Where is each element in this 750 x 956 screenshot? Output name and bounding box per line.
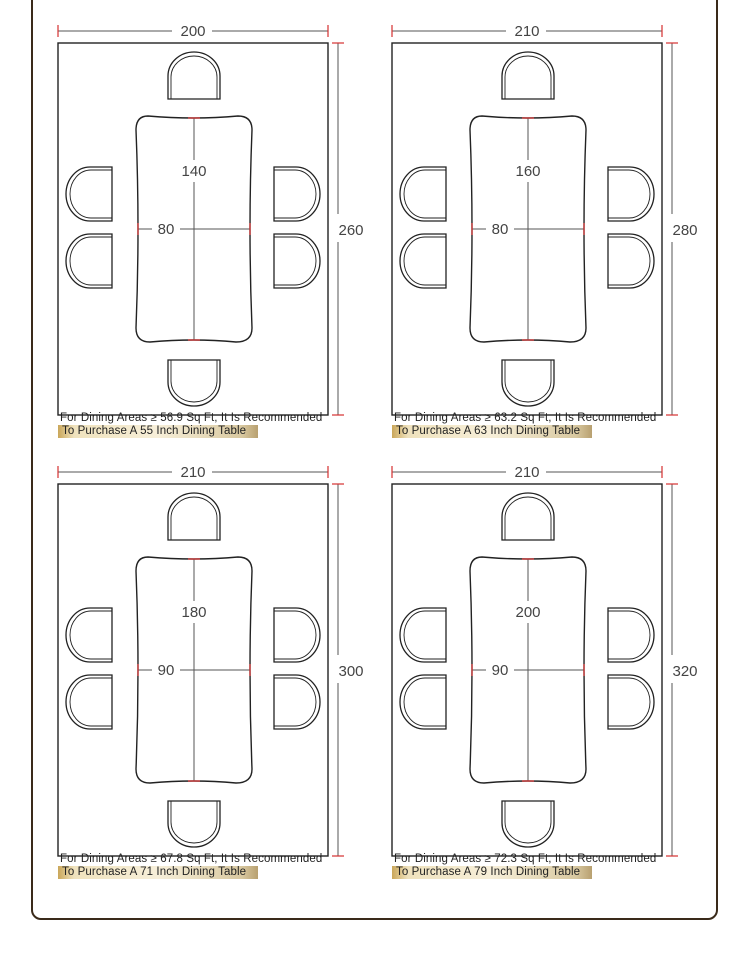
chair-right-2	[274, 675, 320, 729]
caption-area-line: For Dining Areas ≥ 56.9 Sq Ft, It Is Recommended	[60, 412, 323, 424]
chair-top	[168, 52, 220, 99]
caption-table-size-line: To Purchase A 79 Inch Dining Table	[392, 866, 592, 879]
recommendation-caption	[394, 412, 670, 438]
chair-top	[502, 493, 554, 540]
table-length-label: 200	[515, 604, 541, 621]
floor-plan-drawing	[390, 461, 710, 861]
chair-right-1	[608, 608, 654, 662]
table-length-label: 180	[181, 604, 207, 621]
chair-left-2	[400, 234, 446, 288]
chair-right-2	[608, 234, 654, 288]
table-width-label: 80	[157, 221, 175, 238]
room-length-label: 280	[672, 222, 698, 239]
room-width-label: 200	[180, 23, 206, 40]
floor-plan-drawing	[56, 20, 376, 420]
chair-right-1	[274, 167, 320, 221]
layout-panel-1	[56, 20, 376, 450]
layout-panel-2	[390, 20, 710, 450]
caption-table-size-line: To Purchase A 71 Inch Dining Table	[58, 866, 258, 879]
chair-bottom	[168, 801, 220, 847]
caption-table-size-line: To Purchase A 63 Inch Dining Table	[392, 425, 592, 438]
room-width-label: 210	[180, 464, 206, 481]
chair-bottom	[168, 360, 220, 406]
chair-left-2	[400, 675, 446, 729]
chair-right-1	[608, 167, 654, 221]
recommendation-caption	[60, 412, 336, 438]
table-width-label: 80	[491, 221, 509, 238]
table-width-label: 90	[491, 662, 509, 679]
table-length-label: 160	[515, 163, 541, 180]
chair-left-1	[400, 608, 446, 662]
room-width-label: 210	[514, 23, 540, 40]
caption-area-line: For Dining Areas ≥ 63.2 Sq Ft, It Is Recommended	[394, 412, 657, 424]
chair-bottom	[502, 360, 554, 406]
chair-right-1	[274, 608, 320, 662]
chair-right-2	[608, 675, 654, 729]
caption-area-line: For Dining Areas ≥ 72.3 Sq Ft, It Is Recommended	[394, 853, 657, 865]
recommendation-caption	[394, 853, 670, 879]
room-width-label: 210	[514, 464, 540, 481]
table-length-label: 140	[181, 163, 207, 180]
floor-plan-drawing	[390, 20, 710, 420]
layout-panel-4	[390, 461, 710, 891]
layout-panel-3	[56, 461, 376, 891]
chair-right-2	[274, 234, 320, 288]
chair-bottom	[502, 801, 554, 847]
room-length-label: 260	[338, 222, 364, 239]
recommendation-caption	[60, 853, 336, 879]
chair-left-2	[66, 675, 112, 729]
table-width-label: 90	[157, 662, 175, 679]
floor-plan-drawing	[56, 461, 376, 861]
room-length-label: 300	[338, 663, 364, 680]
chair-top	[168, 493, 220, 540]
chair-top	[502, 52, 554, 99]
caption-table-size-line: To Purchase A 55 Inch Dining Table	[58, 425, 258, 438]
chair-left-2	[66, 234, 112, 288]
room-length-label: 320	[672, 663, 698, 680]
chair-left-1	[66, 167, 112, 221]
chair-left-1	[400, 167, 446, 221]
caption-area-line: For Dining Areas ≥ 67.8 Sq Ft, It Is Recommended	[60, 853, 323, 865]
chair-left-1	[66, 608, 112, 662]
